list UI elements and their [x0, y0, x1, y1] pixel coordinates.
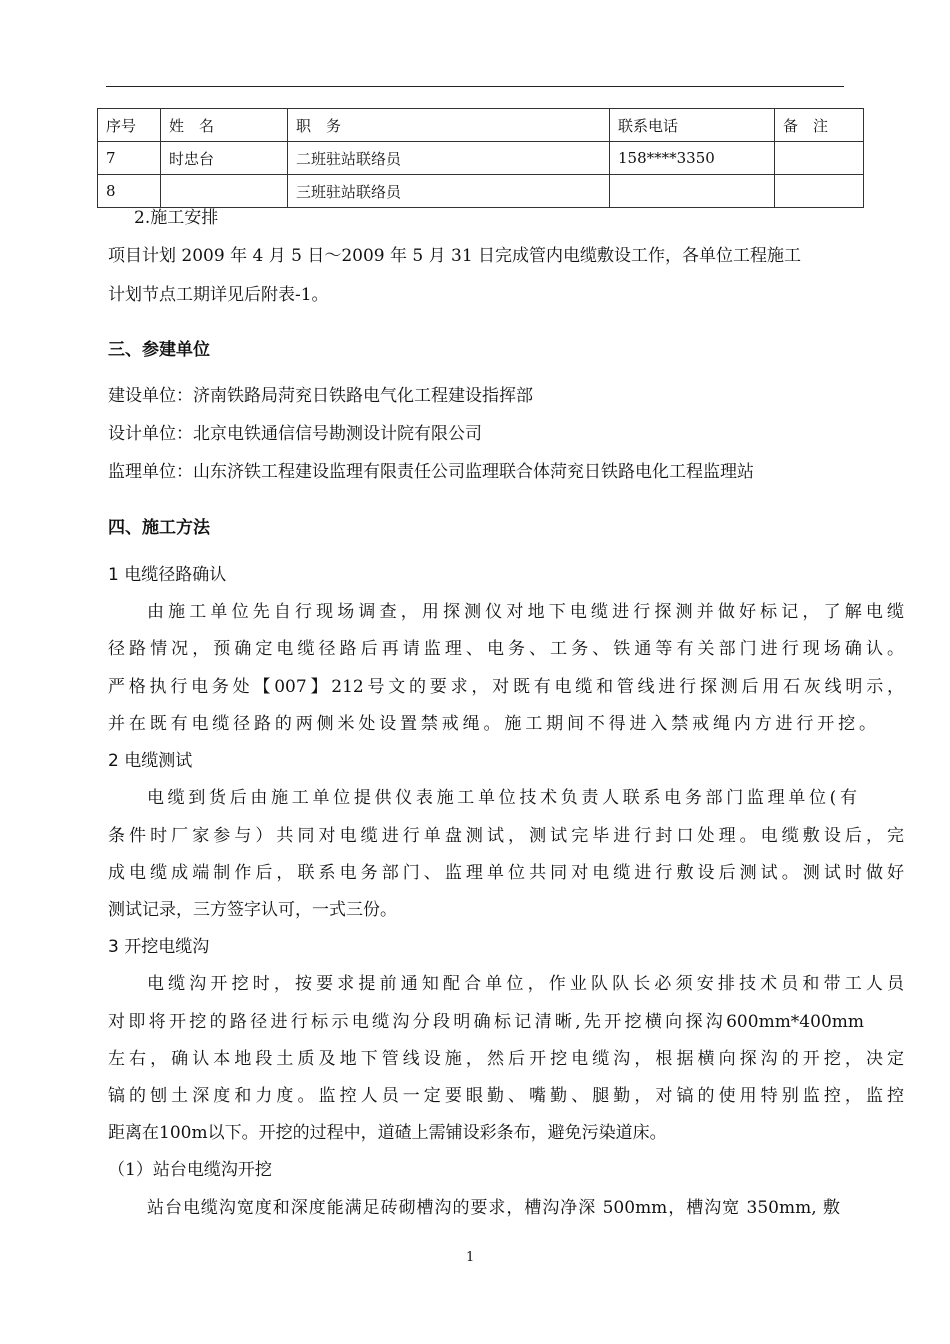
table-cell: 8 [98, 175, 161, 208]
subsection-1-title: 1 电缆径路确认 [108, 565, 227, 585]
paragraph-line: 严格执行电务处【007】212号文的要求，对既有电缆和管线进行探测后用石灰线明示， [108, 677, 904, 697]
paragraph-line: 镐的刨土深度和力度。监控人员一定要眼勤、嘴勤、腿勤，对镐的使用特别监控，监控 [108, 1086, 904, 1106]
paragraph-line: 左右，确认本地段土质及地下管线设施，然后开挖电缆沟，根据横向探沟的开挖，决定 [108, 1049, 904, 1069]
table-cell [775, 142, 864, 175]
table-cell: 三班驻站联络员 [288, 175, 610, 208]
paragraph-line: 站台电缆沟宽度和深度能满足砖砌槽沟的要求，槽沟净深 500mm，槽沟宽 350mm, 敷 [147, 1198, 840, 1218]
table-header-cell: 联系电话 [610, 109, 775, 142]
section-4-heading: 四、施工方法 [108, 518, 210, 538]
staff-table [97, 108, 864, 208]
paragraph-line: 条件时厂家参与）共同对电缆进行单盘测试，测试完毕进行封口处理。电缆敷设后，完 [108, 826, 904, 846]
table-cell: 158****3350 [610, 142, 775, 175]
section-2-title: 2.施工安排 [134, 208, 219, 228]
paragraph-line: 成电缆成端制作后，联系电务部门、监理单位共同对电缆进行敷设后测试。测试时做好 [108, 863, 904, 883]
paragraph-line: 计划节点工期详见后附表-1。 [108, 285, 329, 305]
section-3-heading: 三、参建单位 [108, 340, 210, 360]
table-row [98, 142, 864, 175]
table-header-cell: 姓 名 [161, 109, 288, 142]
paragraph-line: 对即将开挖的路径进行标示电缆沟分段明确标记清晰,先开挖横向探沟600mm*400mm [108, 1012, 864, 1032]
paragraph-line: 并在既有电缆径路的两侧米处设置禁戒绳。施工期间不得进入禁戒绳内方进行开挖。 [108, 714, 876, 734]
subsection-3-1-title: （1）站台电缆沟开挖 [108, 1160, 272, 1180]
subsection-3-title: 3 开挖电缆沟 [108, 937, 210, 957]
page-number: 1 [466, 1250, 475, 1265]
table-header-row [98, 109, 864, 142]
table-cell: 二班驻站联络员 [288, 142, 610, 175]
table-cell [775, 175, 864, 208]
paragraph-line: 监理单位：山东济铁工程建设监理有限责任公司监理联合体菏兖日铁路电化工程监理站 [108, 462, 754, 482]
table-header-cell: 备 注 [775, 109, 864, 142]
paragraph-line: 径路情况，预确定电缆径路后再请监理、电务、工务、铁通等有关部门进行现场确认。 [108, 639, 904, 659]
table-header-cell: 职 务 [288, 109, 610, 142]
paragraph-line: 电缆到货后由施工单位提供仪表施工单位技术负责人联系电务部门监理单位(有 [147, 788, 857, 808]
table-cell: 7 [98, 142, 161, 175]
table-cell: 时忠台 [161, 142, 288, 175]
table-cell [161, 175, 288, 208]
table-row [98, 175, 864, 208]
paragraph-line: 电缆沟开挖时，按要求提前通知配合单位，作业队队长必须安排技术员和带工人员 [147, 974, 904, 994]
paragraph-line: 项目计划 2009 年 4 月 5 日～2009 年 5 月 31 日完成管内电缆敷设工作，各单位工程施工 [108, 246, 802, 266]
paragraph-line: 距离在100m以下。开挖的过程中，道碴上需铺设彩条布，避免污染道床。 [108, 1123, 667, 1143]
table-header-cell: 序号 [98, 109, 161, 142]
paragraph-line: 设计单位：北京电铁通信信号勘测设计院有限公司 [108, 424, 482, 444]
header-rule [106, 86, 844, 87]
paragraph-line: 测试记录，三方签字认可，一式三份。 [108, 900, 397, 920]
paragraph-line: 建设单位：济南铁路局菏兖日铁路电气化工程建设指挥部 [108, 386, 533, 406]
subsection-2-title: 2 电缆测试 [108, 751, 193, 771]
table-cell [610, 175, 775, 208]
paragraph-line: 由施工单位先自行现场调查，用探测仪对地下电缆进行探测并做好标记，了解电缆 [147, 602, 904, 622]
